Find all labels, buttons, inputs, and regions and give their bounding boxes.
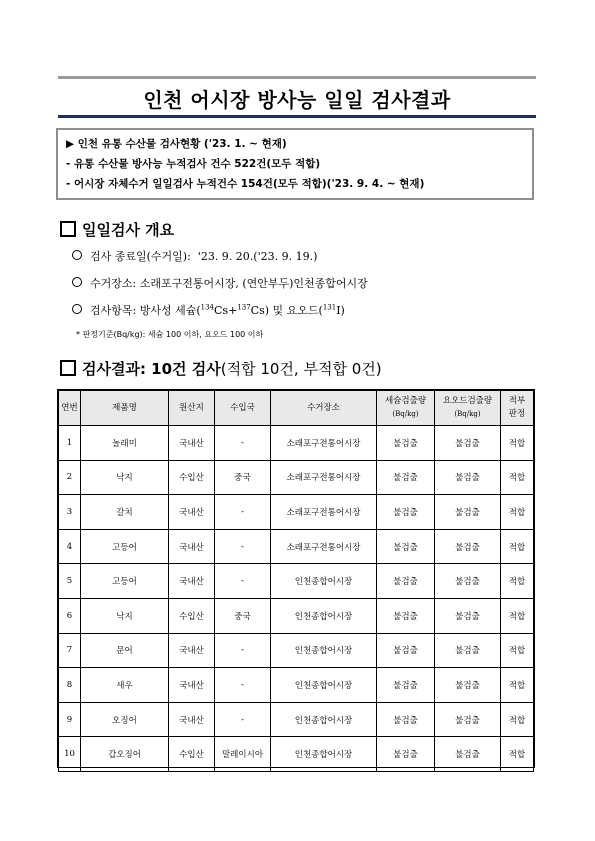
cell-verdict: 적합 xyxy=(501,529,534,564)
cell-origin: 수입산 xyxy=(169,598,215,633)
cesium-label: 세슘검출량 xyxy=(384,396,427,406)
table-row xyxy=(59,460,534,495)
cell-origin: 수입산 xyxy=(169,737,215,772)
overview-items xyxy=(72,302,345,318)
cell-verdict: 적합 xyxy=(501,737,534,772)
cell-no: 7 xyxy=(59,633,81,668)
cell-iodine: 불검출 xyxy=(435,529,501,564)
items-label: 검사항목: xyxy=(90,304,137,317)
cell-verdict: 적합 xyxy=(501,702,534,737)
overview-heading-text: 일일검사 개요 xyxy=(82,221,175,239)
cell-product: 갈치 xyxy=(81,495,169,530)
table-header-row xyxy=(59,391,534,426)
cell-no: 6 xyxy=(59,598,81,633)
summary-line-3: - 어시장 자체수거 일일검사 누적건수 154건(모두 적합)('23. 9. 4. ~ 현재) xyxy=(66,178,425,190)
cell-place: 인천종합어시장 xyxy=(271,668,377,703)
page-title: 인천 어시장 방사능 일일 검사결과 xyxy=(143,88,451,112)
header-no: 연번 xyxy=(59,391,81,426)
cs-mid: Cs+ xyxy=(214,304,238,317)
place-value: 소래포구전통어시장, (연안부두)인천종합어시장 xyxy=(139,277,368,290)
header-cesium xyxy=(377,391,435,426)
cell-product: 새우 xyxy=(81,668,169,703)
verdict-line-2: 판정 xyxy=(508,409,526,419)
cell-iodine: 불검출 xyxy=(435,702,501,737)
cell-country: 중국 xyxy=(215,460,271,495)
header-origin: 원산지 xyxy=(169,391,215,426)
cell-country: - xyxy=(215,529,271,564)
table-row xyxy=(59,495,534,530)
cell-origin: 국내산 xyxy=(169,702,215,737)
cell-no: 4 xyxy=(59,529,81,564)
circle-bullet-icon xyxy=(72,250,82,260)
cell-iodine: 불검출 xyxy=(435,633,501,668)
cell-verdict: 적합 xyxy=(501,633,534,668)
cell-country: - xyxy=(215,564,271,599)
cell-origin: 수입산 xyxy=(169,460,215,495)
cell-country: - xyxy=(215,426,271,461)
summary-box xyxy=(56,128,534,200)
cell-product: 낙지 xyxy=(81,598,169,633)
cell-cesium: 불검출 xyxy=(377,702,435,737)
table-row xyxy=(59,529,534,564)
cell-iodine: 불검출 xyxy=(435,426,501,461)
cell-place: 소래포구전통어시장 xyxy=(271,495,377,530)
cell-product: 문어 xyxy=(81,633,169,668)
cell-place: 인천종합어시장 xyxy=(271,633,377,668)
cell-origin: 국내산 xyxy=(169,495,215,530)
cell-iodine: 불검출 xyxy=(435,564,501,599)
cell-origin: 국내산 xyxy=(169,529,215,564)
header-verdict xyxy=(501,391,534,426)
date-label: 검사 종료일(수거일): xyxy=(90,250,191,263)
cell-country: - xyxy=(215,702,271,737)
cell-product: 낙지 xyxy=(81,460,169,495)
cell-cesium: 불검출 xyxy=(377,460,435,495)
cell-cesium: 불검출 xyxy=(377,737,435,772)
cell-country: - xyxy=(215,633,271,668)
circle-bullet-icon xyxy=(72,304,82,314)
cell-country: 말레이시아 xyxy=(215,737,271,772)
cell-country: - xyxy=(215,495,271,530)
header-place: 수거장소 xyxy=(271,391,377,426)
cell-no: 9 xyxy=(59,702,81,737)
table-row xyxy=(59,668,534,703)
title-top-rule xyxy=(58,76,536,79)
cs-end: Cs) 및 요오드( xyxy=(250,304,323,317)
cell-iodine: 불검출 xyxy=(435,668,501,703)
cell-iodine: 불검출 xyxy=(435,460,501,495)
results-table xyxy=(58,390,534,772)
cell-origin: 국내산 xyxy=(169,668,215,703)
cell-place: 인천종합어시장 xyxy=(271,564,377,599)
summary-line-1: ▶ 인천 유통 수산물 검사현황 ('23. 1. ~ 현재) xyxy=(66,138,287,150)
table-row xyxy=(59,633,534,668)
cell-place: 인천종합어시장 xyxy=(271,598,377,633)
overview-date xyxy=(72,248,317,264)
cell-iodine: 불검출 xyxy=(435,737,501,772)
cell-verdict: 적합 xyxy=(501,460,534,495)
cell-cesium: 불검출 xyxy=(377,598,435,633)
cell-verdict: 적합 xyxy=(501,598,534,633)
cell-product: 놀래미 xyxy=(81,426,169,461)
criteria-note: * 판정기준(Bq/kg): 세슘 100 이하, 요오드 100 이하 xyxy=(76,330,264,339)
i-end: I) xyxy=(336,304,345,317)
cell-country: - xyxy=(215,668,271,703)
cell-origin: 국내산 xyxy=(169,564,215,599)
header-product: 제품명 xyxy=(81,391,169,426)
cell-no: 2 xyxy=(59,460,81,495)
table-row xyxy=(59,564,534,599)
cesium-unit: (Bq/kg) xyxy=(392,410,419,418)
cell-no: 1 xyxy=(59,426,81,461)
title-bottom-rule xyxy=(58,115,536,118)
cell-place: 소래포구전통어시장 xyxy=(271,426,377,461)
cell-no: 8 xyxy=(59,668,81,703)
date-value: '23. 9. 20.('23. 9. 19.) xyxy=(197,250,318,263)
checkbox-icon xyxy=(60,360,76,376)
cell-place: 소래포구전통어시장 xyxy=(271,529,377,564)
cs137-sup: 137 xyxy=(237,303,251,312)
place-label: 수거장소: xyxy=(90,277,137,290)
iodine-unit: (Bq/kg) xyxy=(454,410,481,418)
cell-cesium: 불검출 xyxy=(377,668,435,703)
cell-product: 고등어 xyxy=(81,529,169,564)
cell-place: 소래포구전통어시장 xyxy=(271,460,377,495)
table-row xyxy=(59,737,534,772)
table-row xyxy=(59,702,534,737)
header-iodine xyxy=(435,391,501,426)
verdict-line-1: 적부 xyxy=(508,396,526,406)
cell-origin: 국내산 xyxy=(169,426,215,461)
cell-cesium: 불검출 xyxy=(377,529,435,564)
overview-heading xyxy=(60,219,174,240)
cell-product: 고등어 xyxy=(81,564,169,599)
cell-no: 10 xyxy=(59,737,81,772)
overview-place xyxy=(72,275,368,291)
i131-sup: 131 xyxy=(322,303,337,312)
cell-cesium: 불검출 xyxy=(377,633,435,668)
cell-no: 5 xyxy=(59,564,81,599)
items-prefix: 방사성 세슘( xyxy=(139,304,201,317)
cell-iodine: 불검출 xyxy=(435,598,501,633)
iodine-label: 요오드검출량 xyxy=(442,396,493,406)
cell-cesium: 불검출 xyxy=(377,426,435,461)
cell-iodine: 불검출 xyxy=(435,495,501,530)
results-heading xyxy=(60,358,382,379)
cell-product: 오징어 xyxy=(81,702,169,737)
cell-verdict: 적합 xyxy=(501,564,534,599)
cell-verdict: 적합 xyxy=(501,426,534,461)
cell-verdict: 적합 xyxy=(501,495,534,530)
cell-product: 갑오징어 xyxy=(81,737,169,772)
cs134-sup: 134 xyxy=(200,303,215,312)
checkbox-icon xyxy=(60,221,76,237)
circle-bullet-icon xyxy=(72,277,82,287)
summary-line-2: - 유통 수산물 방사능 누적검사 건수 522건(모두 적합) xyxy=(66,158,321,170)
cell-country: 중국 xyxy=(215,598,271,633)
cell-cesium: 불검출 xyxy=(377,495,435,530)
table-row xyxy=(59,598,534,633)
cell-origin: 국내산 xyxy=(169,633,215,668)
cell-place: 인천종합어시장 xyxy=(271,737,377,772)
table-row xyxy=(59,426,534,461)
cell-verdict: 적합 xyxy=(501,668,534,703)
cell-place: 인천종합어시장 xyxy=(271,702,377,737)
cell-cesium: 불검출 xyxy=(377,564,435,599)
results-heading-rest: (적합 10건, 부적합 0건) xyxy=(220,360,382,378)
header-country: 수입국 xyxy=(215,391,271,426)
cell-no: 3 xyxy=(59,495,81,530)
results-heading-bold: 검사결과: 10건 검사 xyxy=(82,360,221,378)
